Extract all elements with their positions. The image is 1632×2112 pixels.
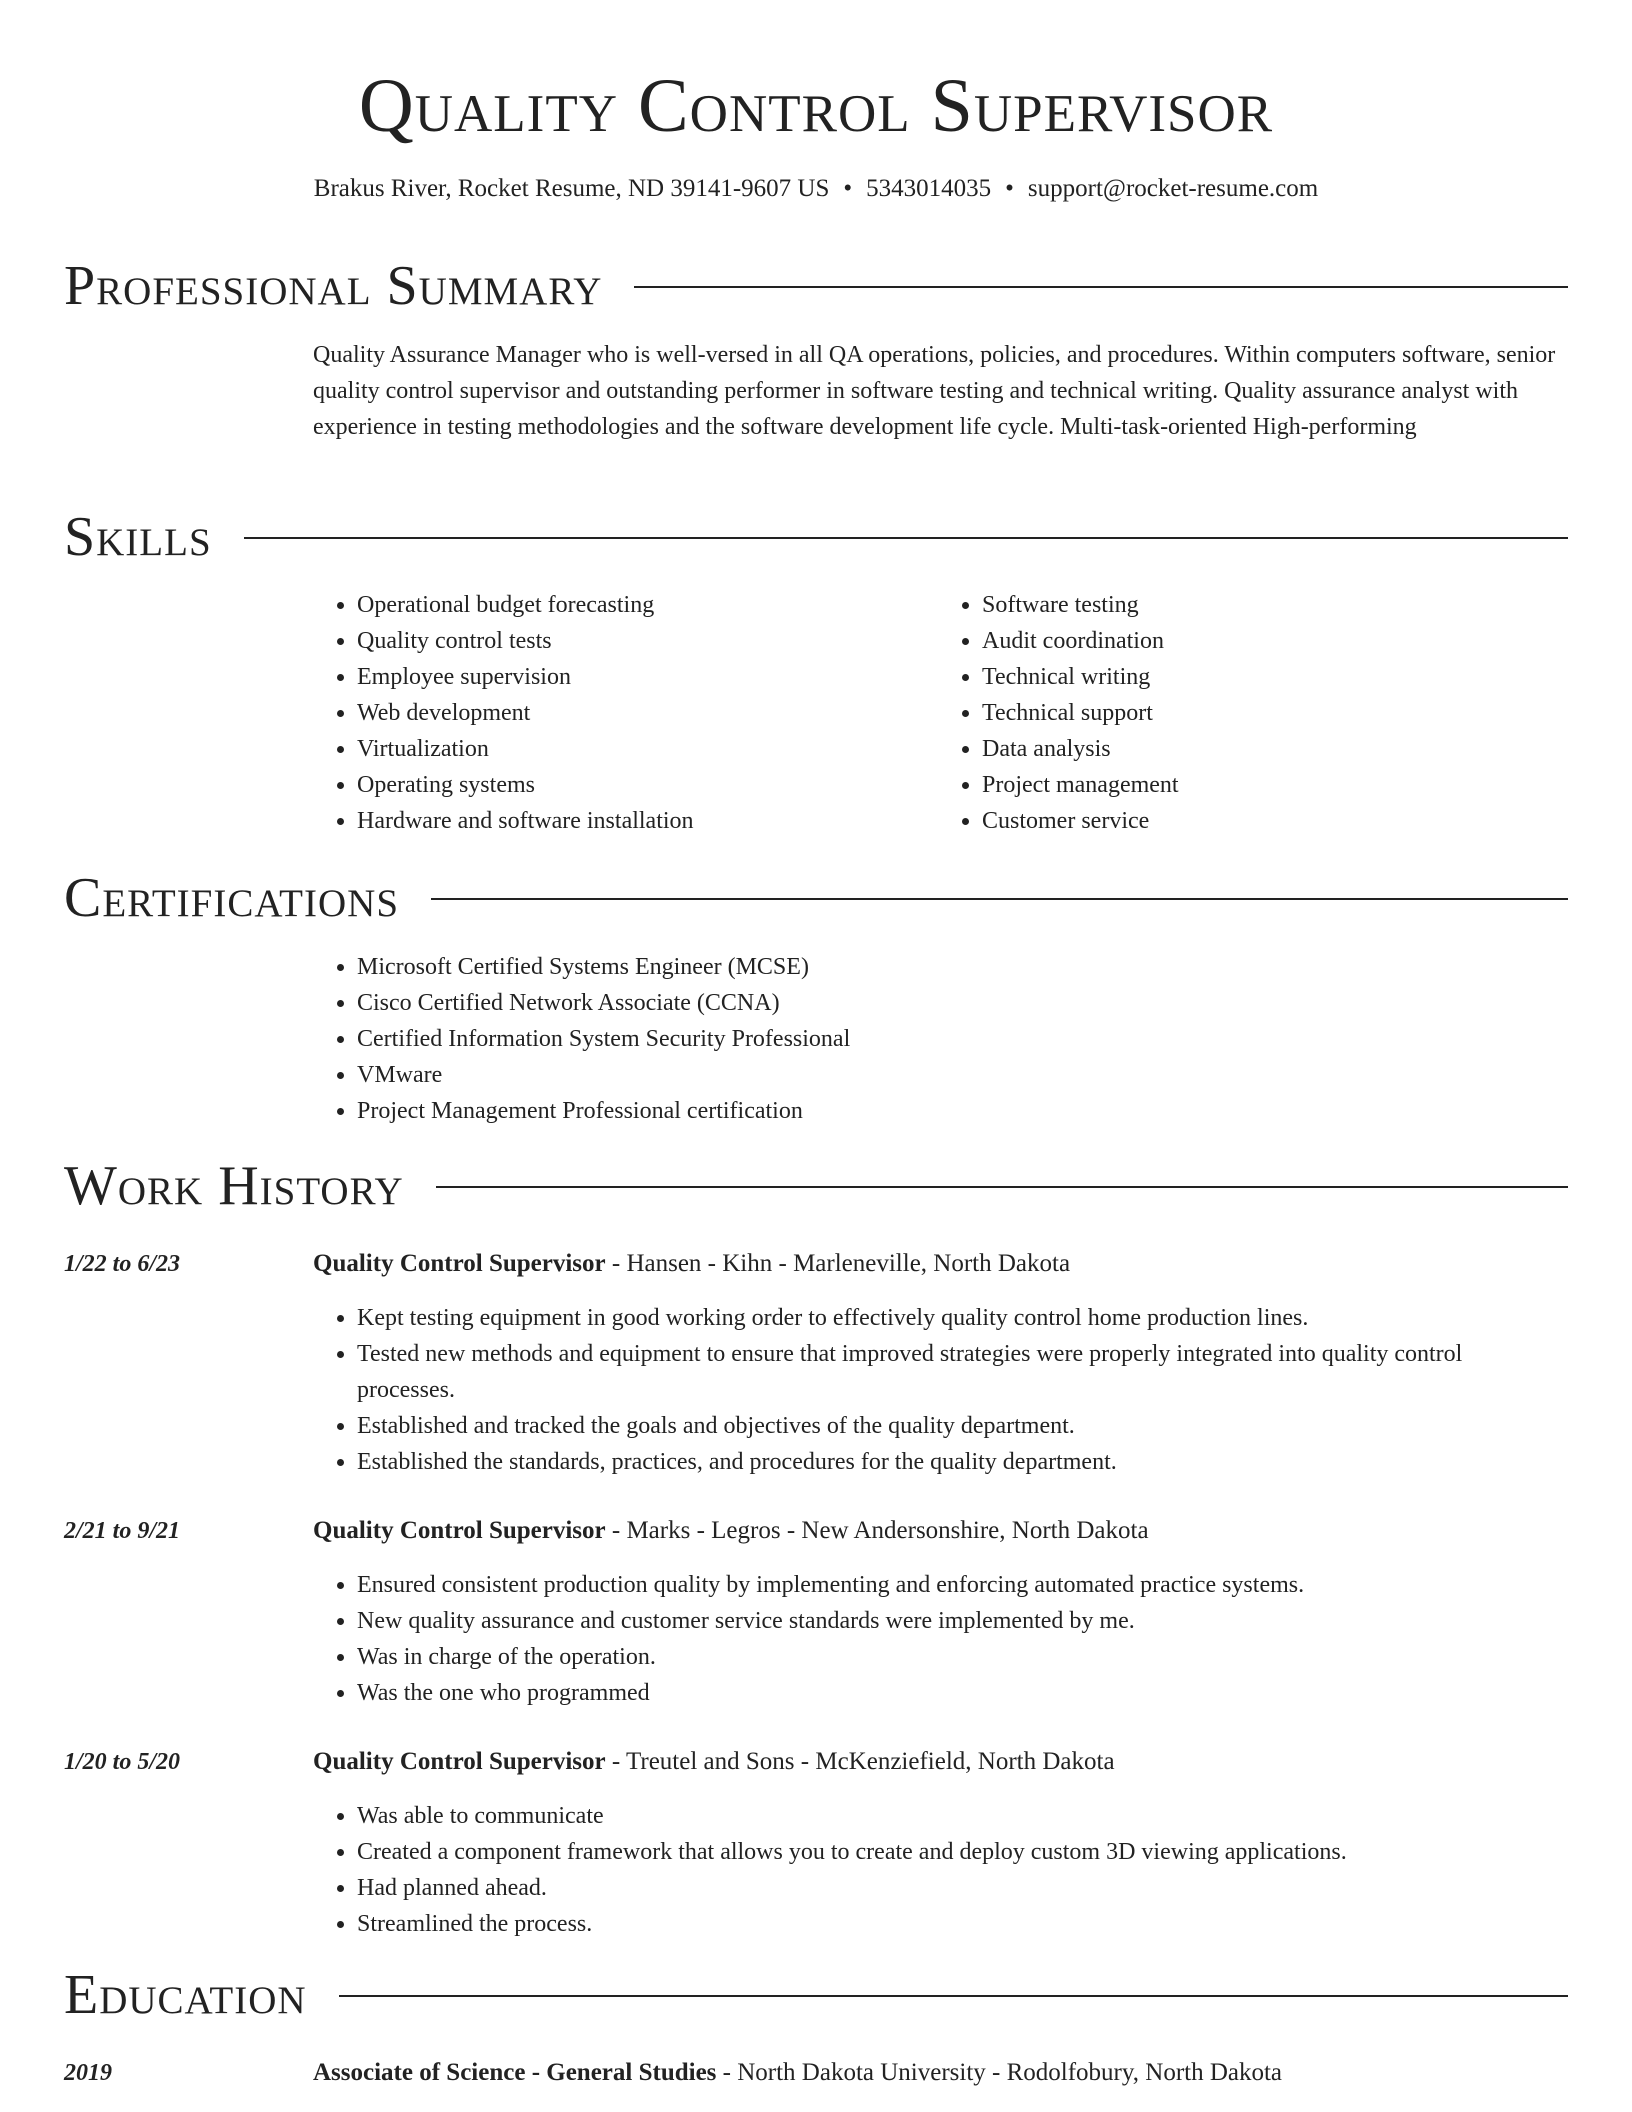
skill-item: • Virtualization bbox=[357, 731, 938, 767]
certification-item: • Project Management Professional certification bbox=[357, 1093, 1563, 1129]
education-degree: Associate of Science - General Studies bbox=[313, 2059, 717, 2086]
education-line bbox=[313, 2055, 1563, 2091]
certifications-heading: Certifications bbox=[64, 867, 400, 929]
section-divider bbox=[634, 286, 1568, 288]
skill-item: • Technical support bbox=[982, 695, 1563, 731]
job-entry bbox=[313, 1513, 1563, 1711]
job-employer: - Treutel and Sons - McKenziefield, North Dakota bbox=[605, 1748, 1115, 1775]
job-bullet: • Ensured consistent production quality by implementing and enforcing automated practice systems. bbox=[357, 1567, 1563, 1603]
contact-phone: 5343014035 bbox=[866, 175, 992, 202]
job-entry bbox=[313, 1246, 1563, 1480]
job-title-line bbox=[313, 1513, 1563, 1549]
education-entry bbox=[313, 2055, 1563, 2091]
summary-text: Quality Assurance Manager who is well-versed in all QA operations, policies, and procedures. Within computers software, senior quality control supervisor and outstanding performer in software testing and technical writing. Quality assurance analyst with experience in testing methodologies and the software development life cycle. Multi-task-oriented High-performing bbox=[313, 342, 1556, 440]
education-school: - North Dakota University - Rodolfobury, North Dakota bbox=[716, 2059, 1283, 2086]
job-bullet: • Tested new methods and equipment to ensure that improved strategies were properly integrated into quality control processes. bbox=[357, 1336, 1563, 1408]
summary-section-header bbox=[64, 251, 1568, 321]
job-bullet: • Established and tracked the goals and objectives of the quality department. bbox=[357, 1408, 1563, 1444]
summary-heading: Professional Summary bbox=[64, 255, 603, 317]
certifications-list bbox=[313, 949, 1563, 1129]
job-dates: 2/21 to 9/21 bbox=[64, 1518, 181, 1544]
job-bullet: • Was the one who programmed bbox=[357, 1675, 1563, 1711]
certification-item: • VMware bbox=[357, 1057, 1563, 1093]
job-bullet: • Had planned ahead. bbox=[357, 1870, 1563, 1906]
job-employer: - Hansen - Kihn - Marleneville, North Dakota bbox=[605, 1250, 1071, 1277]
certification-item: • Microsoft Certified Systems Engineer (MCSE) bbox=[357, 949, 1563, 985]
job-bullets bbox=[313, 1300, 1563, 1480]
certification-item: • Cisco Certified Network Associate (CCNA) bbox=[357, 985, 1563, 1021]
skill-item: • Software testing bbox=[982, 587, 1563, 623]
education-section-header bbox=[64, 1960, 1568, 2030]
skill-item: • Quality control tests bbox=[357, 623, 938, 659]
skills-list bbox=[313, 587, 1563, 839]
job-bullet: • Streamlined the process. bbox=[357, 1906, 1563, 1942]
skills-column-right bbox=[938, 587, 1563, 839]
skill-item: • Customer service bbox=[982, 803, 1563, 839]
education-year: 2019 bbox=[64, 2060, 112, 2086]
job-bullet: • Established the standards, practices, and procedures for the quality department. bbox=[357, 1444, 1563, 1480]
job-employer: - Marks - Legros - New Andersonshire, North Dakota bbox=[605, 1517, 1149, 1544]
section-divider bbox=[431, 898, 1568, 900]
job-bullet: • Kept testing equipment in good working order to effectively quality control home production lines. bbox=[357, 1300, 1563, 1336]
job-title-line bbox=[313, 1246, 1563, 1282]
job-dates: 1/22 to 6/23 bbox=[64, 1251, 181, 1277]
job-title: Quality Control Supervisor bbox=[313, 1517, 606, 1544]
section-divider bbox=[339, 1995, 1568, 1997]
skill-item: • Operating systems bbox=[357, 767, 938, 803]
certification-item: • Certified Information System Security Professional bbox=[357, 1021, 1563, 1057]
skill-item: • Operational budget forecasting bbox=[357, 587, 938, 623]
job-bullet: • Was able to communicate bbox=[357, 1798, 1563, 1834]
skill-item: • Hardware and software installation bbox=[357, 803, 938, 839]
contact-line bbox=[0, 172, 1632, 206]
skill-item: • Project management bbox=[982, 767, 1563, 803]
certifications-section-header bbox=[64, 863, 1568, 933]
job-title: Quality Control Supervisor bbox=[313, 1250, 606, 1277]
job-title: Quality Control Supervisor bbox=[313, 1748, 606, 1775]
job-dates: 1/20 to 5/20 bbox=[64, 1749, 181, 1775]
section-divider bbox=[436, 1186, 1568, 1188]
skills-heading: Skills bbox=[64, 506, 212, 568]
contact-separator: • bbox=[843, 175, 853, 202]
contact-email: support@rocket-resume.com bbox=[1027, 175, 1319, 202]
job-bullets bbox=[313, 1798, 1563, 1942]
skills-section-header bbox=[64, 502, 1568, 572]
work-history-heading: Work History bbox=[64, 1155, 404, 1217]
resume-name: Quality Control Supervisor bbox=[358, 64, 1274, 148]
skills-column-left bbox=[313, 587, 938, 839]
skill-item: • Web development bbox=[357, 695, 938, 731]
job-bullet: • Created a component framework that allows you to create and deploy custom 3D viewing applications. bbox=[357, 1834, 1563, 1870]
job-bullet: • Was in charge of the operation. bbox=[357, 1639, 1563, 1675]
skill-item: • Employee supervision bbox=[357, 659, 938, 695]
job-bullets bbox=[313, 1567, 1563, 1711]
job-entry bbox=[313, 1744, 1563, 1942]
section-divider bbox=[244, 537, 1568, 539]
skill-item: • Technical writing bbox=[982, 659, 1563, 695]
job-bullet: • New quality assurance and customer service standards were implemented by me. bbox=[357, 1603, 1563, 1639]
education-heading: Education bbox=[64, 1964, 307, 2026]
job-title-line bbox=[313, 1744, 1563, 1780]
skill-item: • Audit coordination bbox=[982, 623, 1563, 659]
contact-separator: • bbox=[1005, 175, 1014, 202]
skill-item: • Data analysis bbox=[982, 731, 1563, 767]
contact-address: Brakus River, Rocket Resume, ND 39141-9607 US bbox=[313, 175, 830, 202]
work-history-section-header bbox=[64, 1151, 1568, 1221]
